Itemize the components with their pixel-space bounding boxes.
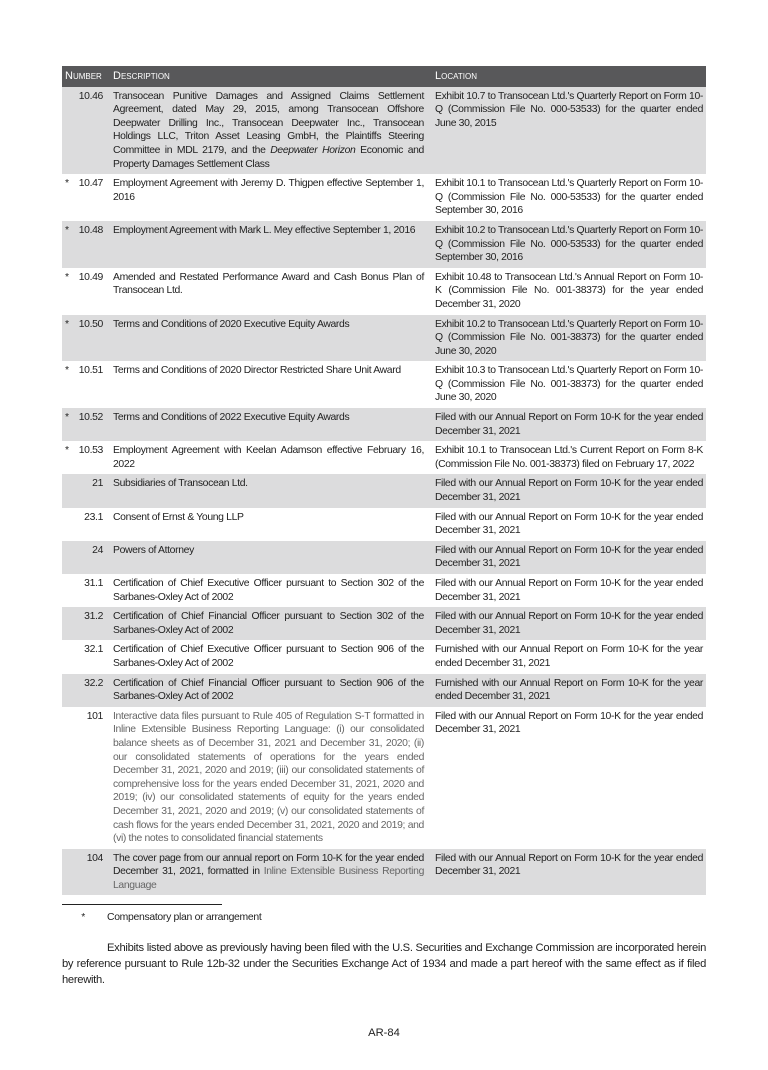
exhibit-description [110, 508, 432, 541]
exhibit-number-cell [62, 707, 110, 849]
compensatory-marker: * [65, 271, 69, 283]
compensatory-marker: * [65, 318, 69, 330]
table-row [62, 574, 706, 607]
table-row [62, 361, 706, 408]
description-text: Certification of Chief Executive Officer pursuant to Section 906 of the Sarbanes-Oxley Act of 2002 [113, 644, 424, 669]
exhibit-number-cell [62, 607, 110, 640]
table-row [62, 174, 706, 221]
exhibit-description [110, 361, 432, 408]
compensatory-marker: * [65, 445, 69, 457]
header-description: Description [110, 66, 432, 87]
exhibit-description [110, 674, 432, 707]
incorporation-paragraph: Exhibits listed above as previously having been filed with the U.S. Securities and Exchange Commission are incorporated herein by reference pursuant to Rule 12b-32 under the Securities Exchange Act of 1934 and made a part hereof with the same effect as if filed herewith. [62, 942, 706, 987]
description-part: Inline Extensible Business Reporting Language [113, 866, 424, 891]
exhibit-number-cell [62, 508, 110, 541]
footnote-divider [62, 904, 222, 905]
exhibit-description [110, 849, 432, 896]
exhibit-number: 31.1 [84, 578, 103, 589]
exhibit-number-cell [62, 541, 110, 574]
description-text: Terms and Conditions of 2020 Director Restricted Share Unit Award [113, 365, 401, 377]
compensatory-marker: * [65, 365, 69, 377]
exhibit-number: 23.1 [84, 511, 103, 523]
exhibit-number: 10.49 [78, 271, 103, 283]
table-row [62, 640, 706, 673]
exhibit-location: Exhibit 10.1 to Transocean Ltd.'s Quarterly Report on Form 10-Q (Commission File No. 000-53533) for the quarter ended September 30, 2016 [435, 178, 703, 217]
exhibit-location: Exhibit 10.48 to Transocean Ltd.'s Annual Report on Form 10-K (Commission File No. 001-38373) for the year ended December 31, 2020 [435, 271, 703, 310]
table-row [62, 441, 706, 474]
table-row [62, 541, 706, 574]
description-part: Economic and Property Damages Settlement Class [113, 144, 424, 170]
exhibit-number-cell [62, 408, 110, 441]
exhibit-location: Exhibit 10.7 to Transocean Ltd.'s Quarterly Report on Form 10-Q (Commission File No. 000-53533) for the quarter ended June 30, 2015 [432, 87, 706, 175]
exhibit-location: Filed with our Annual Report on Form 10-K for the year ended December 31, 2021 [432, 541, 706, 574]
description-text: Employment Agreement with Mark L. Mey effective September 1, 2016 [113, 224, 416, 236]
exhibit-location: Exhibit 10.2 to Transocean Ltd.'s Quarterly Report on Form 10-Q (Commission File No. 000-53533) for the quarter ended September 30, 2016 [432, 221, 706, 268]
footnote [62, 911, 706, 924]
exhibit-number: 10.51 [78, 365, 103, 377]
description-part: Transocean Punitive Damages and Assigned Claims Settlement Agreement, dated May 29, 2015, among Transocean Offshore Deepwater Drilling Inc., Transocean Deepwater Inc., Transocean Holdings LLC, Triton Asset Leasing GmbH, the Plaintiffs Steering Committee in MDL 2179, and the [113, 90, 424, 156]
exhibit-location: Filed with our Annual Report on Form 10-K for the year ended December 31, 2021 [432, 607, 706, 640]
exhibit-location: Filed with our Annual Report on Form 10-K for the year ended December 31, 2021 [432, 849, 706, 896]
description-part: Deepwater Horizon [270, 144, 356, 156]
exhibit-description [110, 541, 432, 574]
table-row [62, 87, 706, 175]
description-text: Certification of Chief Financial Officer pursuant to Section 302 of the Sarbanes-Oxley Act of 2002 [113, 611, 424, 636]
description-text: Interactive data files pursuant to Rule 405 of Regulation S-T formatted in Inline Extensible Business Reporting Language: (i) our consolidated balance sheets as of December 31, 2021 and December 31, 2020; (ii) our consolidated statements of operations for the years ended December 31, 2021, 2020 and 2019; (iii) our consolidated statements of comprehensive loss for the years ended December 31, 2021, 2020 and 2019; (iv) our consolidated statements of equity for the years ended December 31, 2021, 2020 and 2019; (v) our consolidated statements of cash flows for the years ended December 31, 2021, 2020 and 2019; and (vi) the notes to consolidated financial statements [113, 710, 424, 845]
exhibit-number-cell [62, 221, 110, 268]
exhibit-number: 10.48 [78, 224, 103, 236]
exhibit-description [110, 574, 432, 607]
page-number: AR-84 [368, 1027, 400, 1040]
description-text: Consent of Ernst & Young LLP [113, 511, 244, 523]
exhibit-description [110, 607, 432, 640]
table-row [62, 315, 706, 362]
description-text: Employment Agreement with Jeremy D. Thigpen effective September 1, 2016 [113, 178, 424, 203]
footnote-symbol: * [81, 912, 85, 924]
header-location: Location [432, 66, 706, 87]
exhibit-number: 31.2 [84, 611, 103, 623]
table-row [62, 674, 706, 707]
table-header [62, 66, 706, 87]
description-text: Terms and Conditions of 2022 Executive Equity Awards [113, 412, 350, 424]
exhibit-number: 10.47 [78, 178, 103, 190]
compensatory-marker: * [65, 224, 69, 236]
exhibit-description [110, 315, 432, 362]
table-row [62, 707, 706, 849]
exhibit-location: Filed with our Annual Report on Form 10-K for the year ended December 31, 2021 [432, 474, 706, 507]
exhibit-location: Exhibit 10.2 to Transocean Ltd.'s Quarterly Report on Form 10-Q (Commission File No. 001-38373) for the quarter ended June 30, 2020 [432, 315, 706, 362]
exhibit-number-cell [62, 441, 110, 474]
exhibit-number: 21 [92, 478, 103, 490]
exhibit-number-cell [62, 174, 110, 221]
description-text: Terms and Conditions of 2020 Executive Equity Awards [113, 318, 350, 330]
exhibit-location: Furnished with our Annual Report on Form 10-K for the year ended December 31, 2021 [432, 674, 706, 707]
table-row [62, 508, 706, 541]
exhibit-number: 104 [86, 852, 103, 864]
description-text: Powers of Attorney [113, 544, 194, 556]
exhibit-number: 10.46 [78, 90, 103, 102]
table-row [62, 849, 706, 896]
exhibit-number: 10.53 [78, 445, 103, 457]
exhibit-description [110, 707, 432, 849]
exhibit-number-cell [62, 849, 110, 896]
exhibit-number: 10.52 [78, 412, 103, 424]
exhibit-description [110, 474, 432, 507]
exhibit-number-cell [62, 640, 110, 673]
table-row [62, 607, 706, 640]
exhibit-number-cell [62, 268, 110, 315]
table-row [62, 474, 706, 507]
table-row [62, 221, 706, 268]
description-part: The cover page from our annual report on Form 10-K for the year ended December 31, 2021, formatted in [113, 852, 424, 878]
table-row [62, 408, 706, 441]
exhibit-number: 32.1 [84, 644, 103, 656]
exhibit-number: 32.2 [84, 677, 103, 689]
description-text: Certification of Chief Executive Officer pursuant to Section 302 of the Sarbanes-Oxley Act of 2002 [113, 578, 424, 603]
exhibit-description [110, 441, 432, 474]
exhibit-number-cell [62, 361, 110, 408]
exhibit-location: Exhibit 10.1 to Transocean Ltd.'s Current Report on Form 8-K (Commission File No. 001-38373) filed on February 17, 2022 [435, 445, 703, 470]
exhibit-description [110, 268, 432, 315]
exhibit-number: 101 [86, 710, 103, 722]
exhibit-number: 10.50 [78, 318, 103, 330]
exhibit-location: Exhibit 10.3 to Transocean Ltd.'s Quarterly Report on Form 10-Q (Commission File No. 001-38373) for the quarter ended June 30, 2020 [435, 365, 703, 404]
exhibit-location: Furnished with our Annual Report on Form 10-K for the year ended December 31, 2021 [435, 644, 703, 669]
footnote-text: Compensatory plan or arrangement [107, 912, 262, 924]
description-text: Subsidiaries of Transocean Ltd. [113, 478, 248, 490]
exhibit-location: Filed with our Annual Report on Form 10-K for the year ended December 31, 2021 [435, 578, 703, 603]
exhibit-number-cell [62, 315, 110, 362]
exhibit-location: Filed with our Annual Report on Form 10-K for the year ended December 31, 2021 [432, 408, 706, 441]
description-text: Amended and Restated Performance Award and Cash Bonus Plan of Transocean Ltd. [113, 271, 424, 297]
exhibit-number-cell [62, 87, 110, 175]
exhibit-location: Filed with our Annual Report on Form 10-K for the year ended December 31, 2021 [435, 511, 703, 537]
description-text: Employment Agreement with Keelan Adamson effective February 16, 2022 [113, 445, 424, 470]
exhibit-description [110, 174, 432, 221]
exhibit-description [110, 87, 432, 175]
header-number: Number [62, 66, 110, 87]
compensatory-marker: * [65, 178, 69, 190]
table-row [62, 268, 706, 315]
exhibit-description [110, 640, 432, 673]
exhibits-table [62, 66, 706, 895]
exhibit-location: Filed with our Annual Report on Form 10-K for the year ended December 31, 2021 [435, 710, 703, 736]
exhibit-number-cell [62, 674, 110, 707]
description-text: Certification of Chief Financial Officer pursuant to Section 906 of the Sarbanes-Oxley Act of 2002 [113, 677, 424, 703]
exhibit-number-cell [62, 574, 110, 607]
exhibit-number: 24 [92, 544, 103, 556]
compensatory-marker: * [65, 412, 69, 424]
exhibit-description [110, 408, 432, 441]
exhibit-number-cell [62, 474, 110, 507]
exhibit-description [110, 221, 432, 268]
